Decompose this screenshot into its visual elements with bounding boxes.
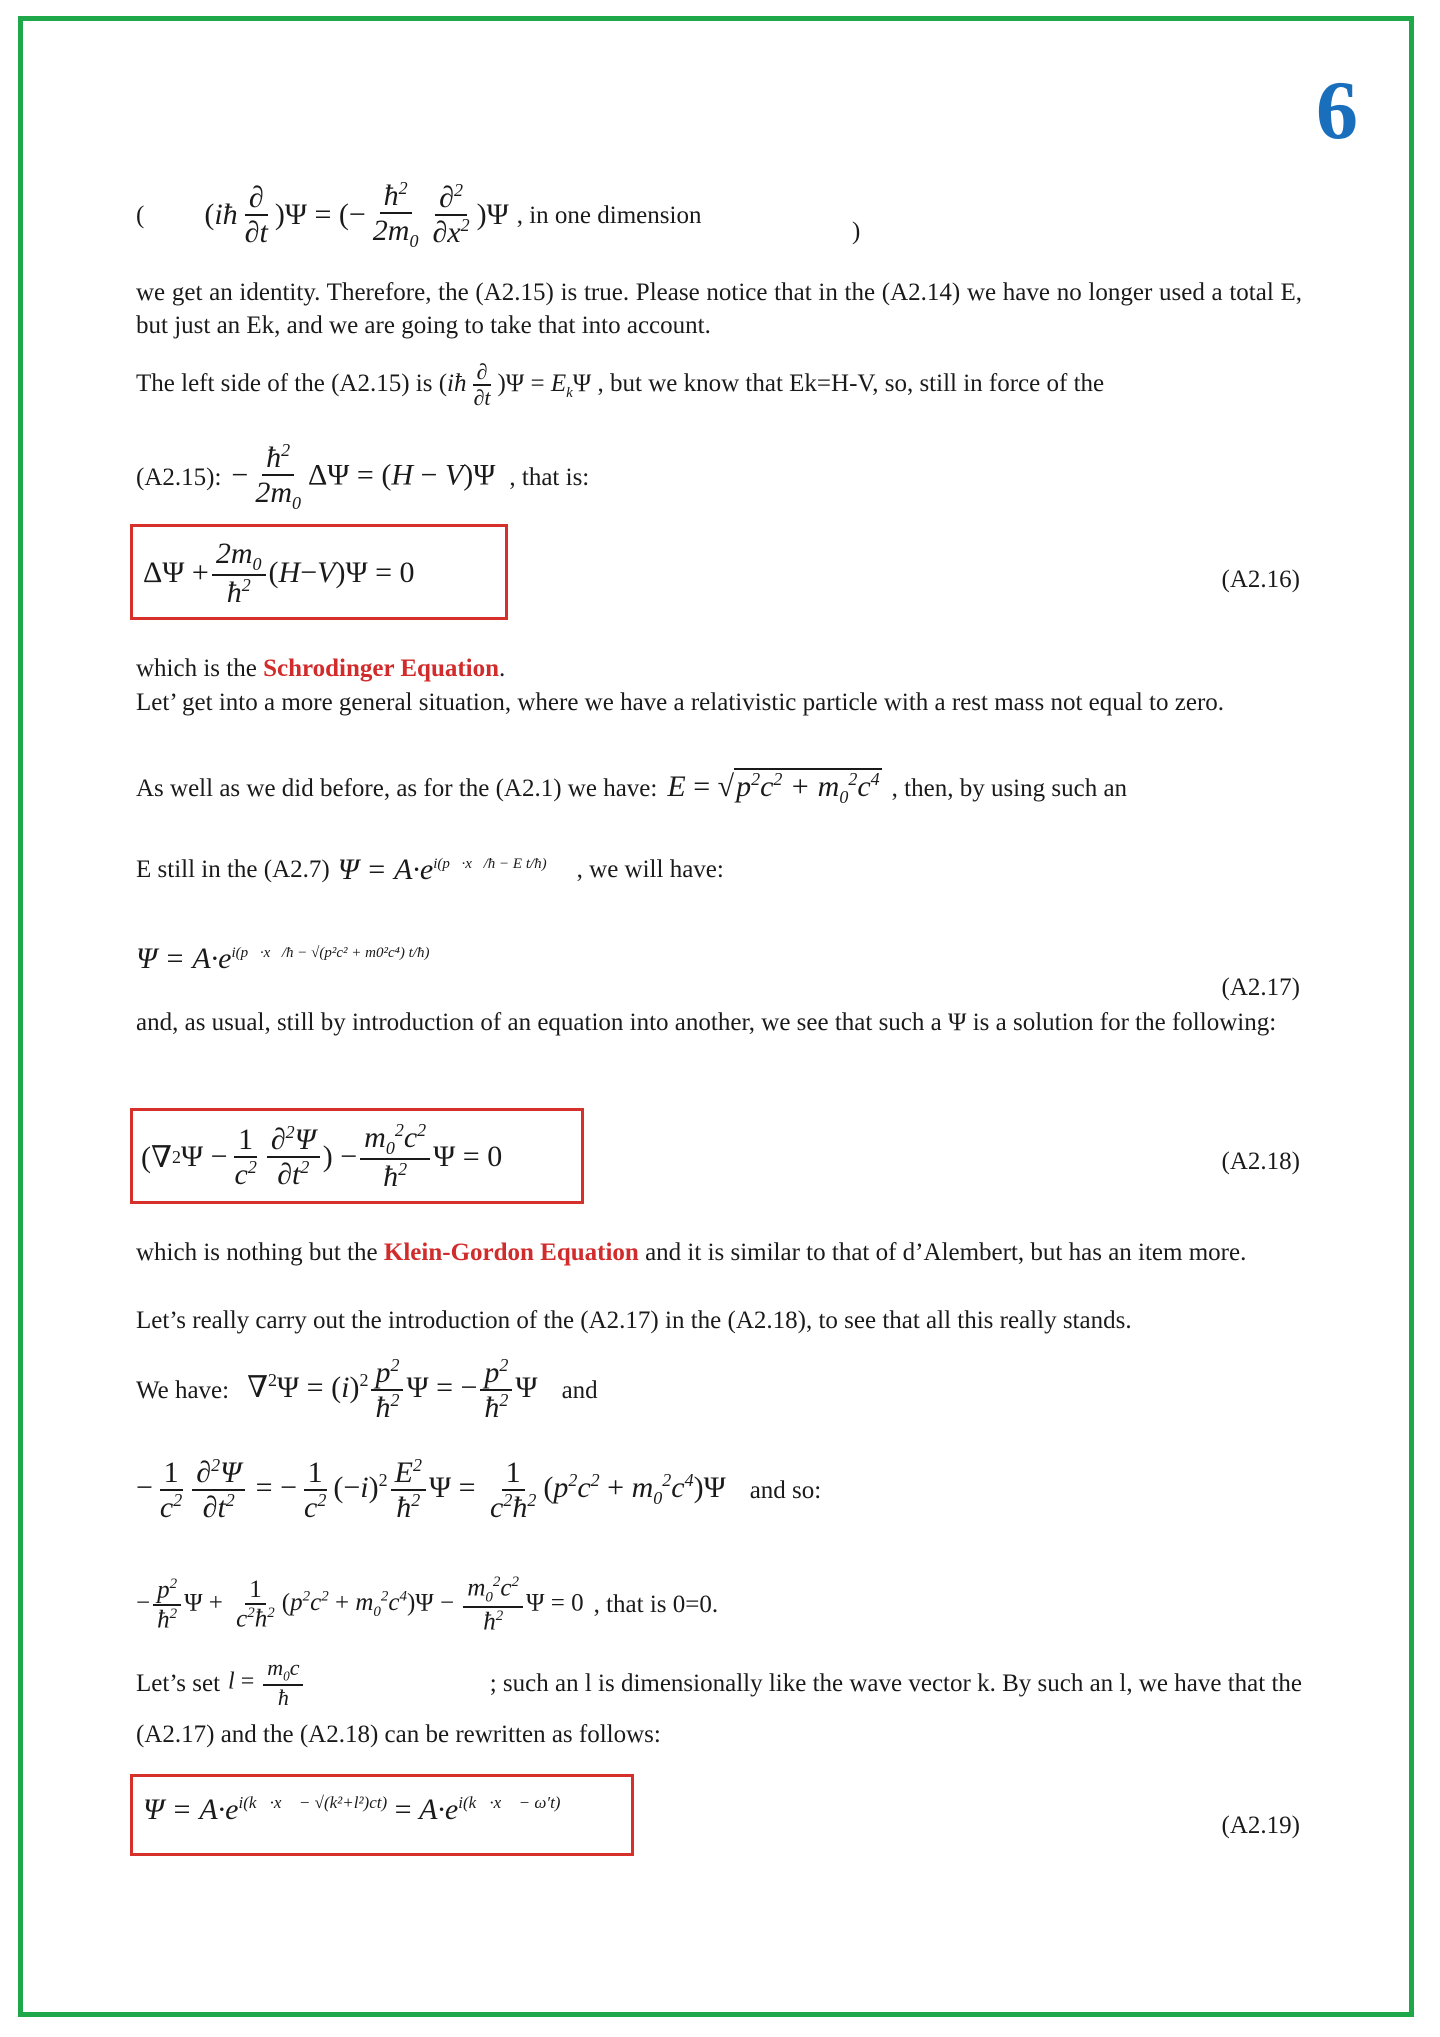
paragraph-10 — [136, 1650, 1302, 1716]
close-paren: ) — [852, 218, 861, 245]
equation-a219-number: (A2.19) — [1221, 1812, 1300, 1839]
equation-a216-number: (A2.16) — [1221, 566, 1300, 593]
equation-a215: (A2.15): − $\frac{ħ^2}{2m_0}$ ΔΨ = (H − V)Ψ , that is: — [136, 440, 590, 514]
l-definition: l = $\frac{m_0c}{ħ}$ — [228, 1656, 306, 1710]
equation-a216-box: ΔΨ + $\frac{2m_0}{ħ^2}$ ( H − V )Ψ = 0 — [130, 524, 508, 620]
that-is-text: , that is 0=0. — [593, 1591, 719, 1618]
and-so-word: and so: — [749, 1476, 822, 1504]
we-have-line: We have: $\nabla^2\Psi = (i)^2$ $\frac{p^2}{ħ^2}$ Ψ = − $\frac{p^2}{ħ^2}$ Ψ and — [136, 1355, 598, 1424]
energy-equation: $E = √p^2c^2 + m_0^2c^4$ — [667, 768, 880, 807]
paragraph-6 — [136, 826, 1302, 886]
paragraph-2-end: , but we know that Ek=H-V, so, still in force of the — [597, 369, 1105, 397]
paragraph-8-pre: which is nothing but the — [136, 1239, 384, 1266]
a215-label: (A2.15): — [136, 464, 222, 491]
equation-a219-box: $\Psi = A\cdot e^{i(k⃗\cdot x⃗ - √(k^2+l^2)ct)} = A\cdot e^{i(k⃗\cdot x⃗ - \omega't)}$ — [130, 1774, 634, 1856]
paragraph-4: Let’ get into a more general situation, where we have a relativistic particle with a rest mass not equal to zero. — [136, 689, 1225, 716]
time-derivative-line: − $\frac{1}{c^2}$ $\frac{\partial^2\Psi}{\partial t^2}$ = − $\frac{1}{c^2}$ $(-i)^2$ $\frac{E^2}{ħ^2}$ Ψ = $\frac{1}{c^2ħ^2}$ $(p^2c^2 + m_0^2c^4)\Psi$ and so: — [136, 1455, 822, 1524]
we-have-label: We have: — [136, 1376, 230, 1404]
paragraph-6-end: , we will have: — [576, 856, 724, 883]
paragraph-1: we get an identity. Therefore, the (A2.15) is true. Please notice that in the (A2.14) we have no longer used a total E, but just an Ek, and we are going to take that into account. — [136, 279, 1302, 339]
paragraph-3-post: . — [499, 655, 506, 682]
paragraph-11: (A2.17) and the (A2.18) can be rewritten as follows: — [136, 1721, 661, 1748]
klein-gordon-highlight: Klein-Gordon Equation — [383, 1239, 639, 1266]
page-number: 6 — [1316, 64, 1358, 157]
paragraph-5-start: As well as we did before, as for the (A2.1) we have: — [136, 774, 658, 802]
ek-equation: (iħ $\frac{\partial}{\partial t}$ )$\Psi = E_k\Psi$ — [438, 359, 592, 411]
paragraph-5 — [136, 762, 1302, 814]
paragraph-10-start: Let’s set — [136, 1669, 221, 1697]
paragraph-10-end: ; such an l is dimensionally like the wave vector k. By such an l, we have that the — [489, 1669, 1302, 1697]
paragraph-7: and, as usual, still by introduction of an equation into another, we see that such a Ψ is a solution for the following: — [136, 1009, 1277, 1036]
equation-a217: $\Psi = A\cdot e^{i(p⃗\cdot x⃗/ħ - √(p^2c^2 + m0^2c^4) t/ħ)}$ — [136, 942, 430, 975]
a215-tail: , that is: — [509, 464, 590, 491]
paragraph-5-end: , then, by using such an — [891, 774, 1128, 802]
paragraph-8 — [136, 1236, 1302, 1269]
paragraph-2 — [136, 360, 1302, 420]
equation-note: , in one dimension — [516, 201, 702, 229]
schrodinger-highlight: Schrodinger Equation — [263, 655, 500, 682]
equation-1d: ( ( iħ $\frac{\partial}{\partial t}$ )Ψ = (− $\frac{ħ^2}{2m_0}$ $\frac{\partial^2}{\partial x^2}$ )Ψ , in one dimension — [136, 177, 702, 251]
paragraph-3-pre: which is the — [136, 655, 264, 682]
paragraph-6-start: E still in the (A2.7) — [136, 856, 330, 883]
equation-a218-number: (A2.18) — [1221, 1148, 1300, 1175]
substitution-line: − $\frac{p^2}{ħ^2}$ Ψ + $\frac{1}{c^2ħ^2}$ $(p^2c^2 + m_0^2c^4)\Psi$ − $\frac{m_0^2c^2}{ħ^2}$ Ψ = 0 , that is 0=0. — [136, 1573, 719, 1635]
paragraph-8-post: and it is similar to that of d’Alembert, but has an item more. — [638, 1239, 1247, 1266]
paragraph-2-start: The left side of the (A2.15) is — [136, 369, 433, 397]
wave-function-a27: $\Psi = A\cdot e^{i(p⃗\cdot x⃗/ħ - E t/ħ)}$ — [337, 853, 547, 886]
paragraph-9: Let’s really carry out the introduction of the (A2.17) in the (A2.18), to see that all this really stands. — [136, 1307, 1132, 1334]
equation-a217-number: (A2.17) — [1221, 974, 1300, 1001]
paragraph-3 — [136, 652, 1302, 685]
equation-a218-box: (∇ 2 Ψ − $\frac{1}{c^2}$ $\frac{\partial^2\Psi}{\partial t^2}$ ) − $\frac{m_0^2c^2}{ħ^2}$ Ψ = 0 — [130, 1108, 584, 1204]
open-paren: ( — [136, 201, 145, 229]
and-word: and — [561, 1376, 598, 1404]
